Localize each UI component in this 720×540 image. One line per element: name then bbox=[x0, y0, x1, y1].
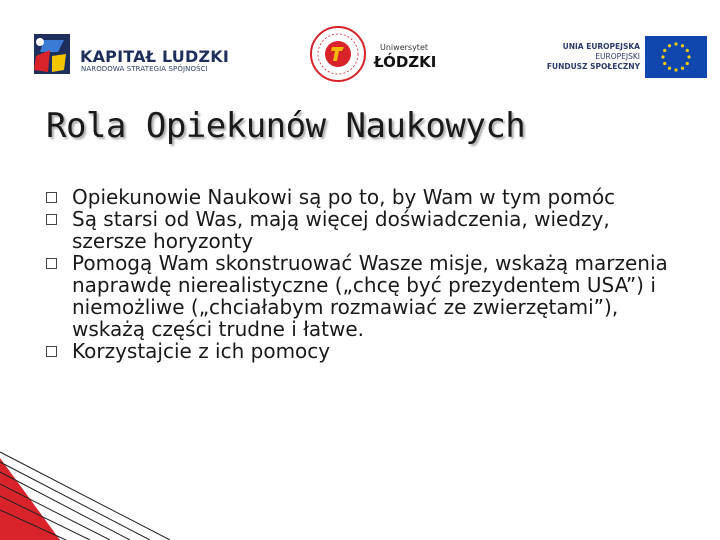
eu-star-icon bbox=[674, 68, 677, 71]
bullet-item bbox=[46, 340, 686, 362]
bullet-box-icon bbox=[46, 258, 57, 269]
kapital-ludzki-subtitle: NARODOWA STRATEGIA SPÓJNOŚCI bbox=[81, 65, 208, 73]
uniwersytet-label: Uniwersytet bbox=[380, 43, 428, 52]
unia-line-1: UNIA EUROPEJSKA bbox=[562, 42, 640, 51]
bullet-item bbox=[46, 186, 686, 208]
bullet-box-icon bbox=[46, 192, 57, 203]
bullet-box-icon bbox=[46, 214, 57, 225]
eu-star-icon bbox=[663, 49, 666, 52]
eu-star-icon bbox=[681, 44, 684, 47]
bullet-list bbox=[46, 186, 686, 362]
eu-star-icon bbox=[674, 42, 677, 45]
eu-star-icon bbox=[663, 62, 666, 65]
slide-title: Rola Opiekunów Naukowych bbox=[46, 106, 526, 146]
eu-star-icon bbox=[668, 67, 671, 70]
eu-star-icon bbox=[661, 55, 664, 58]
eu-star-icon bbox=[687, 55, 690, 58]
bullet-text: Korzystajcie z ich pomocy bbox=[72, 339, 331, 363]
unia-line-2: EUROPEJSKI bbox=[595, 52, 640, 61]
unia-line-3: FUNDUSZ SPOŁECZNY bbox=[546, 62, 640, 71]
bullet-item bbox=[46, 208, 686, 252]
eu-star-icon bbox=[686, 62, 689, 65]
eu-star-icon bbox=[668, 44, 671, 47]
bullet-text: Są starsi od Was, mają więcej doświadczenia, wiedzy, szersze horyzonty bbox=[72, 207, 610, 253]
eu-star-icon bbox=[681, 67, 684, 70]
kapital-ludzki-title: KAPITAŁ LUDZKI bbox=[80, 47, 230, 66]
kapital-ludzki-logo-icon bbox=[30, 30, 72, 78]
logo-bar bbox=[0, 0, 720, 100]
decorative-corner-lines bbox=[0, 440, 170, 540]
lodzki-label: ŁÓDZKI bbox=[374, 53, 437, 71]
uniwersytet-lodzki-seal-icon bbox=[309, 25, 367, 83]
bullet-text: Opiekunowie Naukowi są po to, by Wam w tym pomóc bbox=[72, 185, 616, 209]
unia-europejska-text bbox=[547, 42, 640, 72]
eu-flag-icon bbox=[645, 36, 707, 78]
bullet-text: Pomogą Wam skonstruować Wasze misje, wskażą marzenia naprawdę nierealistyczne („chcę być prezydentem USA”) i niemożliwe („chciałabym rozmawiać ze zwierzętami”), wskażą części trudne i łatwe. bbox=[72, 251, 668, 341]
bullet-box-icon bbox=[46, 346, 57, 357]
bullet-item bbox=[46, 252, 686, 340]
eu-star-icon bbox=[686, 49, 689, 52]
